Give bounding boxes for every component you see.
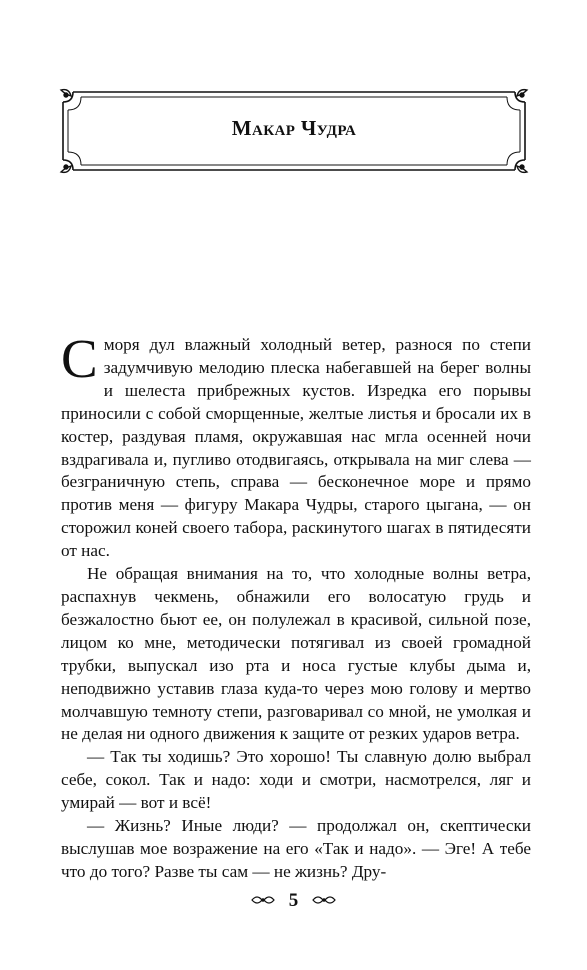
ornament-right-icon [311,891,337,913]
ornament-left-icon [250,891,276,913]
chapter-title: Макар Чудра [231,116,357,140]
drop-cap: С [61,328,98,389]
paragraph [61,328,531,563]
paragraph: Не обращая внимания на то, что холодные волны ветра, распахнув чекмень, обнажили его волосатую грудь и безжалостно бьют ее, он полулежал в красивой, сильной позе, лицом ко мне, методически потягивал из своей громадной трубки, выпускал изо рта и носа густые клубы дыма и, неподвижно уставив глаза куда-то через мою голову и мертво молчавшую темноту степи, разговаривал со мной, не умолкая и не делая ни одного движения к защите от резких ударов ветра. [61,564,531,744]
page-number: 5 [288,890,299,911]
paragraph-text: моря дул влажный холодный ветер, разнося по степи задумчивую мелодию плеска набегавшей на берег волны и шелеста прибрежных кустов. Изредка его порывы приносили с собой сморщенные, желтые листья и бросали их в костер, раздувая пламя, окружавшая нас мгла осенней ночи вздрагивала и, пугливо отодвигаясь, открывала на миг слева — безграничную степь, справа — бесконечное море и прямо против меня — фигуру Макара Чудры, старого цыгана, — он сторожил коней своего табора, раскинутого шагах в пятидесяти от нас. [61,335,531,561]
paragraph: — Жизнь? Иные люди? — продолжал он, скептически выслушав мое возражение на его «Так и надо». — Эге! А тебе что до того? Разве ты сам — не жизнь? Дру- [61,816,531,881]
chapter-title-frame [59,88,529,174]
paragraph: — Так ты ходишь? Это хорошо! Ты славную долю выбрал себе, сокол. Так и надо: ходи и смотри, насмотрелся, ляг и умирай — вот и всё! [61,747,531,813]
body-text [61,328,531,884]
page-footer [0,890,587,913]
